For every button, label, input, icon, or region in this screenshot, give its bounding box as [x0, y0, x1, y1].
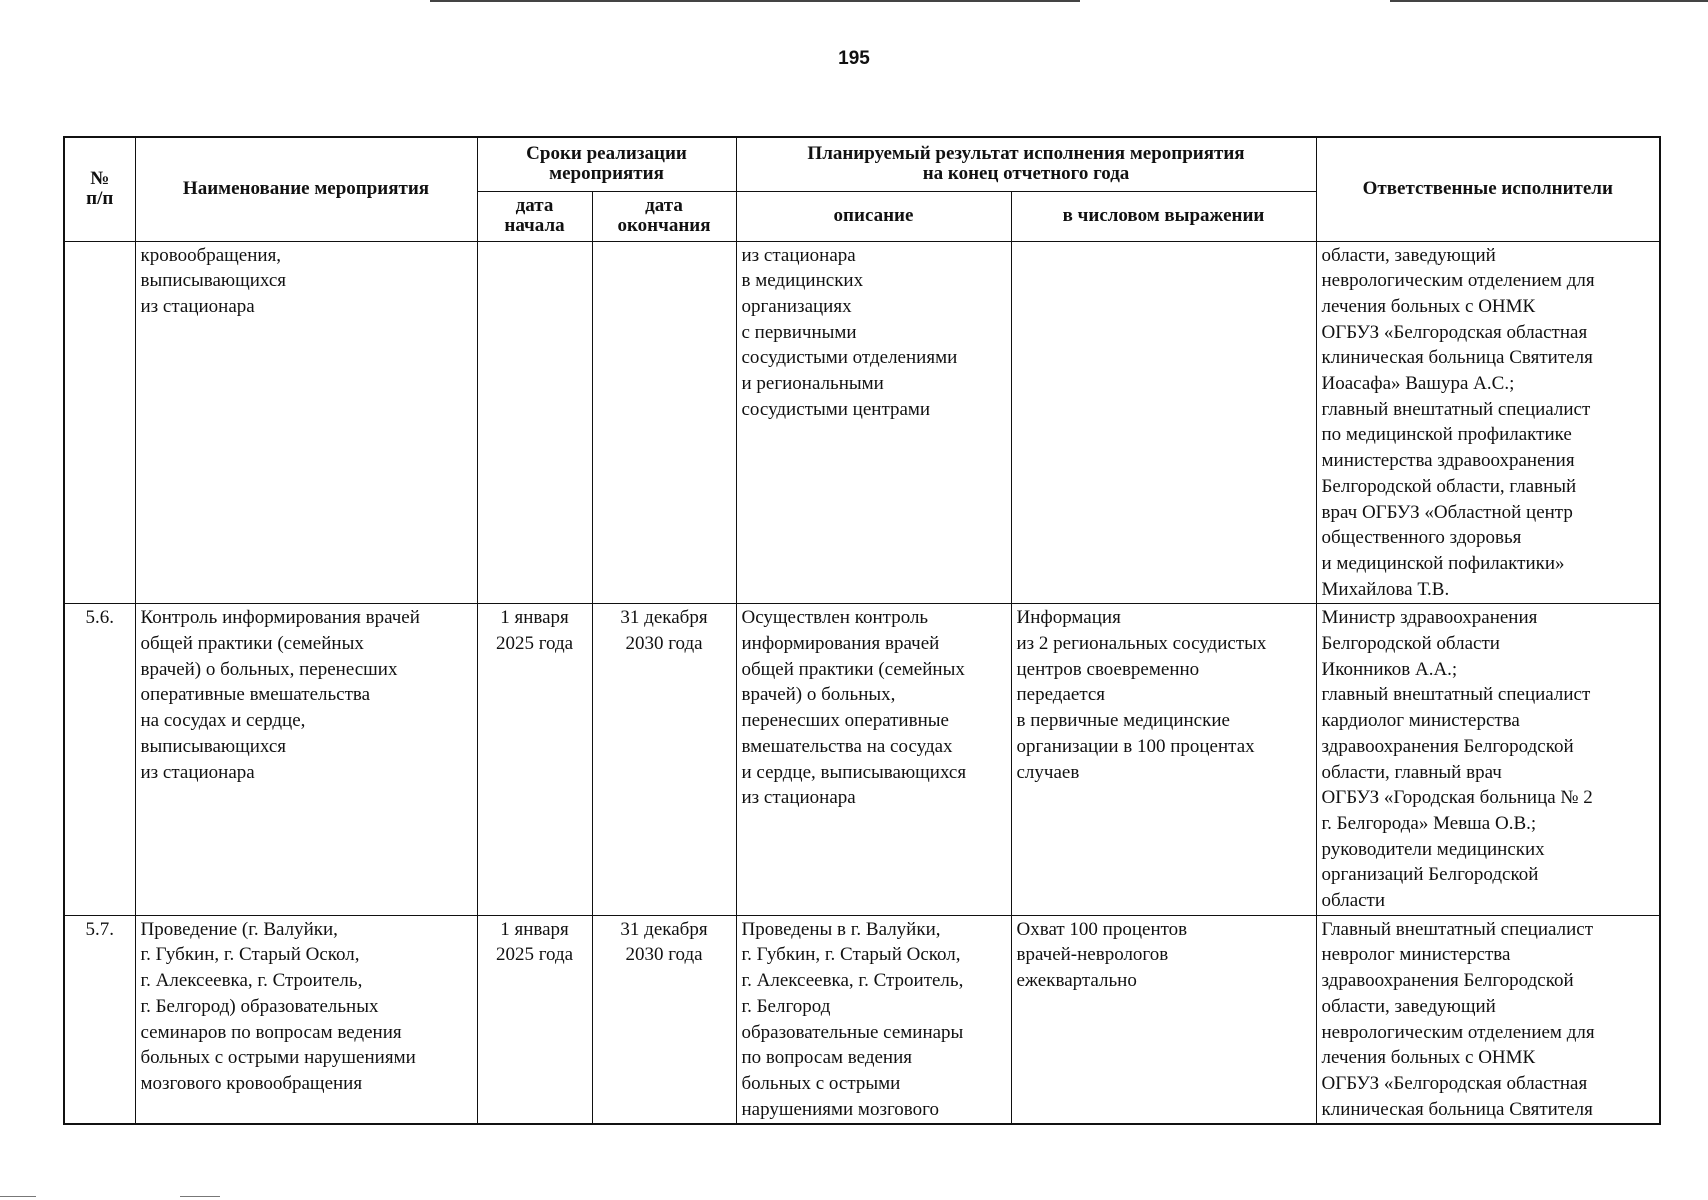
start-date [477, 241, 592, 604]
result-description: Проведены в г. Валуйки, г. Губкин, г. Старый Оскол, г. Алексеевка, г. Строитель, г. Белгород образовательные семинары по вопросам ведения больных с острыми нарушениями мозгового [736, 915, 1011, 1124]
result-description: из стационара в медицинских организациях с первичными сосудистыми отделениями и региональными сосудистыми центрами [736, 241, 1011, 604]
header-activity-name: Наименование мероприятия [135, 137, 477, 241]
result-numeric: Охват 100 процентов врачей-неврологов ежеквартально [1011, 915, 1316, 1124]
header-responsible: Ответственные исполнители [1316, 137, 1660, 241]
table-row [64, 604, 1660, 915]
result-description: Осуществлен контроль информирования врачей общей практики (семейных врачей) о больных, перенесших оперативные вмешательства на сосудах и сердце, выписывающихся из стационара [736, 604, 1011, 915]
end-date: 31 декабря 2030 года [592, 604, 736, 915]
start-date: 1 января 2025 года [477, 915, 592, 1124]
activity-name: кровообращения, выписывающихся из стационара [135, 241, 477, 604]
header-period: Сроки реализации мероприятия [477, 137, 736, 191]
end-date [592, 241, 736, 604]
activities-table [63, 136, 1661, 1125]
header-number: № п/п [64, 137, 135, 241]
result-numeric [1011, 241, 1316, 604]
bottom-rule-mid [180, 1196, 220, 1197]
row-number [64, 241, 135, 604]
table-row [64, 915, 1660, 1124]
responsible-executors: Министр здравоохранения Белгородской области Иконников А.А.; главный внештатный специалист кардиолог министерства здравоохранения Белгородской области, главный врач ОГБУЗ «Городская больница № 2 г. Белгорода» Мевша О.В.; руководители медицинских организаций Белгородской области [1316, 604, 1660, 915]
header-planned-result: Планируемый результат исполнения мероприятия на конец отчетного года [736, 137, 1316, 191]
top-rule-left [430, 0, 1080, 2]
activity-name: Контроль информирования врачей общей практики (семейных врачей) о больных, перенесших оперативные вмешательства на сосудах и сердце, выписывающихся из стационара [135, 604, 477, 915]
responsible-executors: Главный внештатный специалист невролог министерства здравоохранения Белгородской области, заведующий неврологическим отделением для лечения больных с ОНМК ОГБУЗ «Белгородская областная клиническая больница Святителя [1316, 915, 1660, 1124]
header-start-date: дата начала [477, 191, 592, 241]
table-row [64, 241, 1660, 604]
row-number: 5.6. [64, 604, 135, 915]
header-numeric-value: в числовом выражении [1011, 191, 1316, 241]
activity-name: Проведение (г. Валуйки, г. Губкин, г. Старый Оскол, г. Алексеевка, г. Строитель, г. Белгород) образовательных семинаров по вопросам ведения больных с острыми нарушениями мозгового кровообращения [135, 915, 477, 1124]
page-number: 195 [838, 48, 870, 69]
bottom-rule-left [0, 1196, 36, 1197]
header-description: описание [736, 191, 1011, 241]
header-end-date: дата окончания [592, 191, 736, 241]
start-date: 1 января 2025 года [477, 604, 592, 915]
end-date: 31 декабря 2030 года [592, 915, 736, 1124]
responsible-executors: области, заведующий неврологическим отделением для лечения больных с ОНМК ОГБУЗ «Белгородская областная клиническая больница Святителя Иоасафа» Вашура А.С.; главный внештатный специалист по медицинской профилактике министерства здравоохранения Белгородской области, главный врач ОГБУЗ «Областной центр общественного здоровья и медицинской пофилактики» Михайлова Т.В. [1316, 241, 1660, 604]
row-number: 5.7. [64, 915, 135, 1124]
top-rule-right [1390, 0, 1708, 2]
result-numeric: Информация из 2 региональных сосудистых центров своевременно передается в первичные медицинские организации в 100 процентах случаев [1011, 604, 1316, 915]
